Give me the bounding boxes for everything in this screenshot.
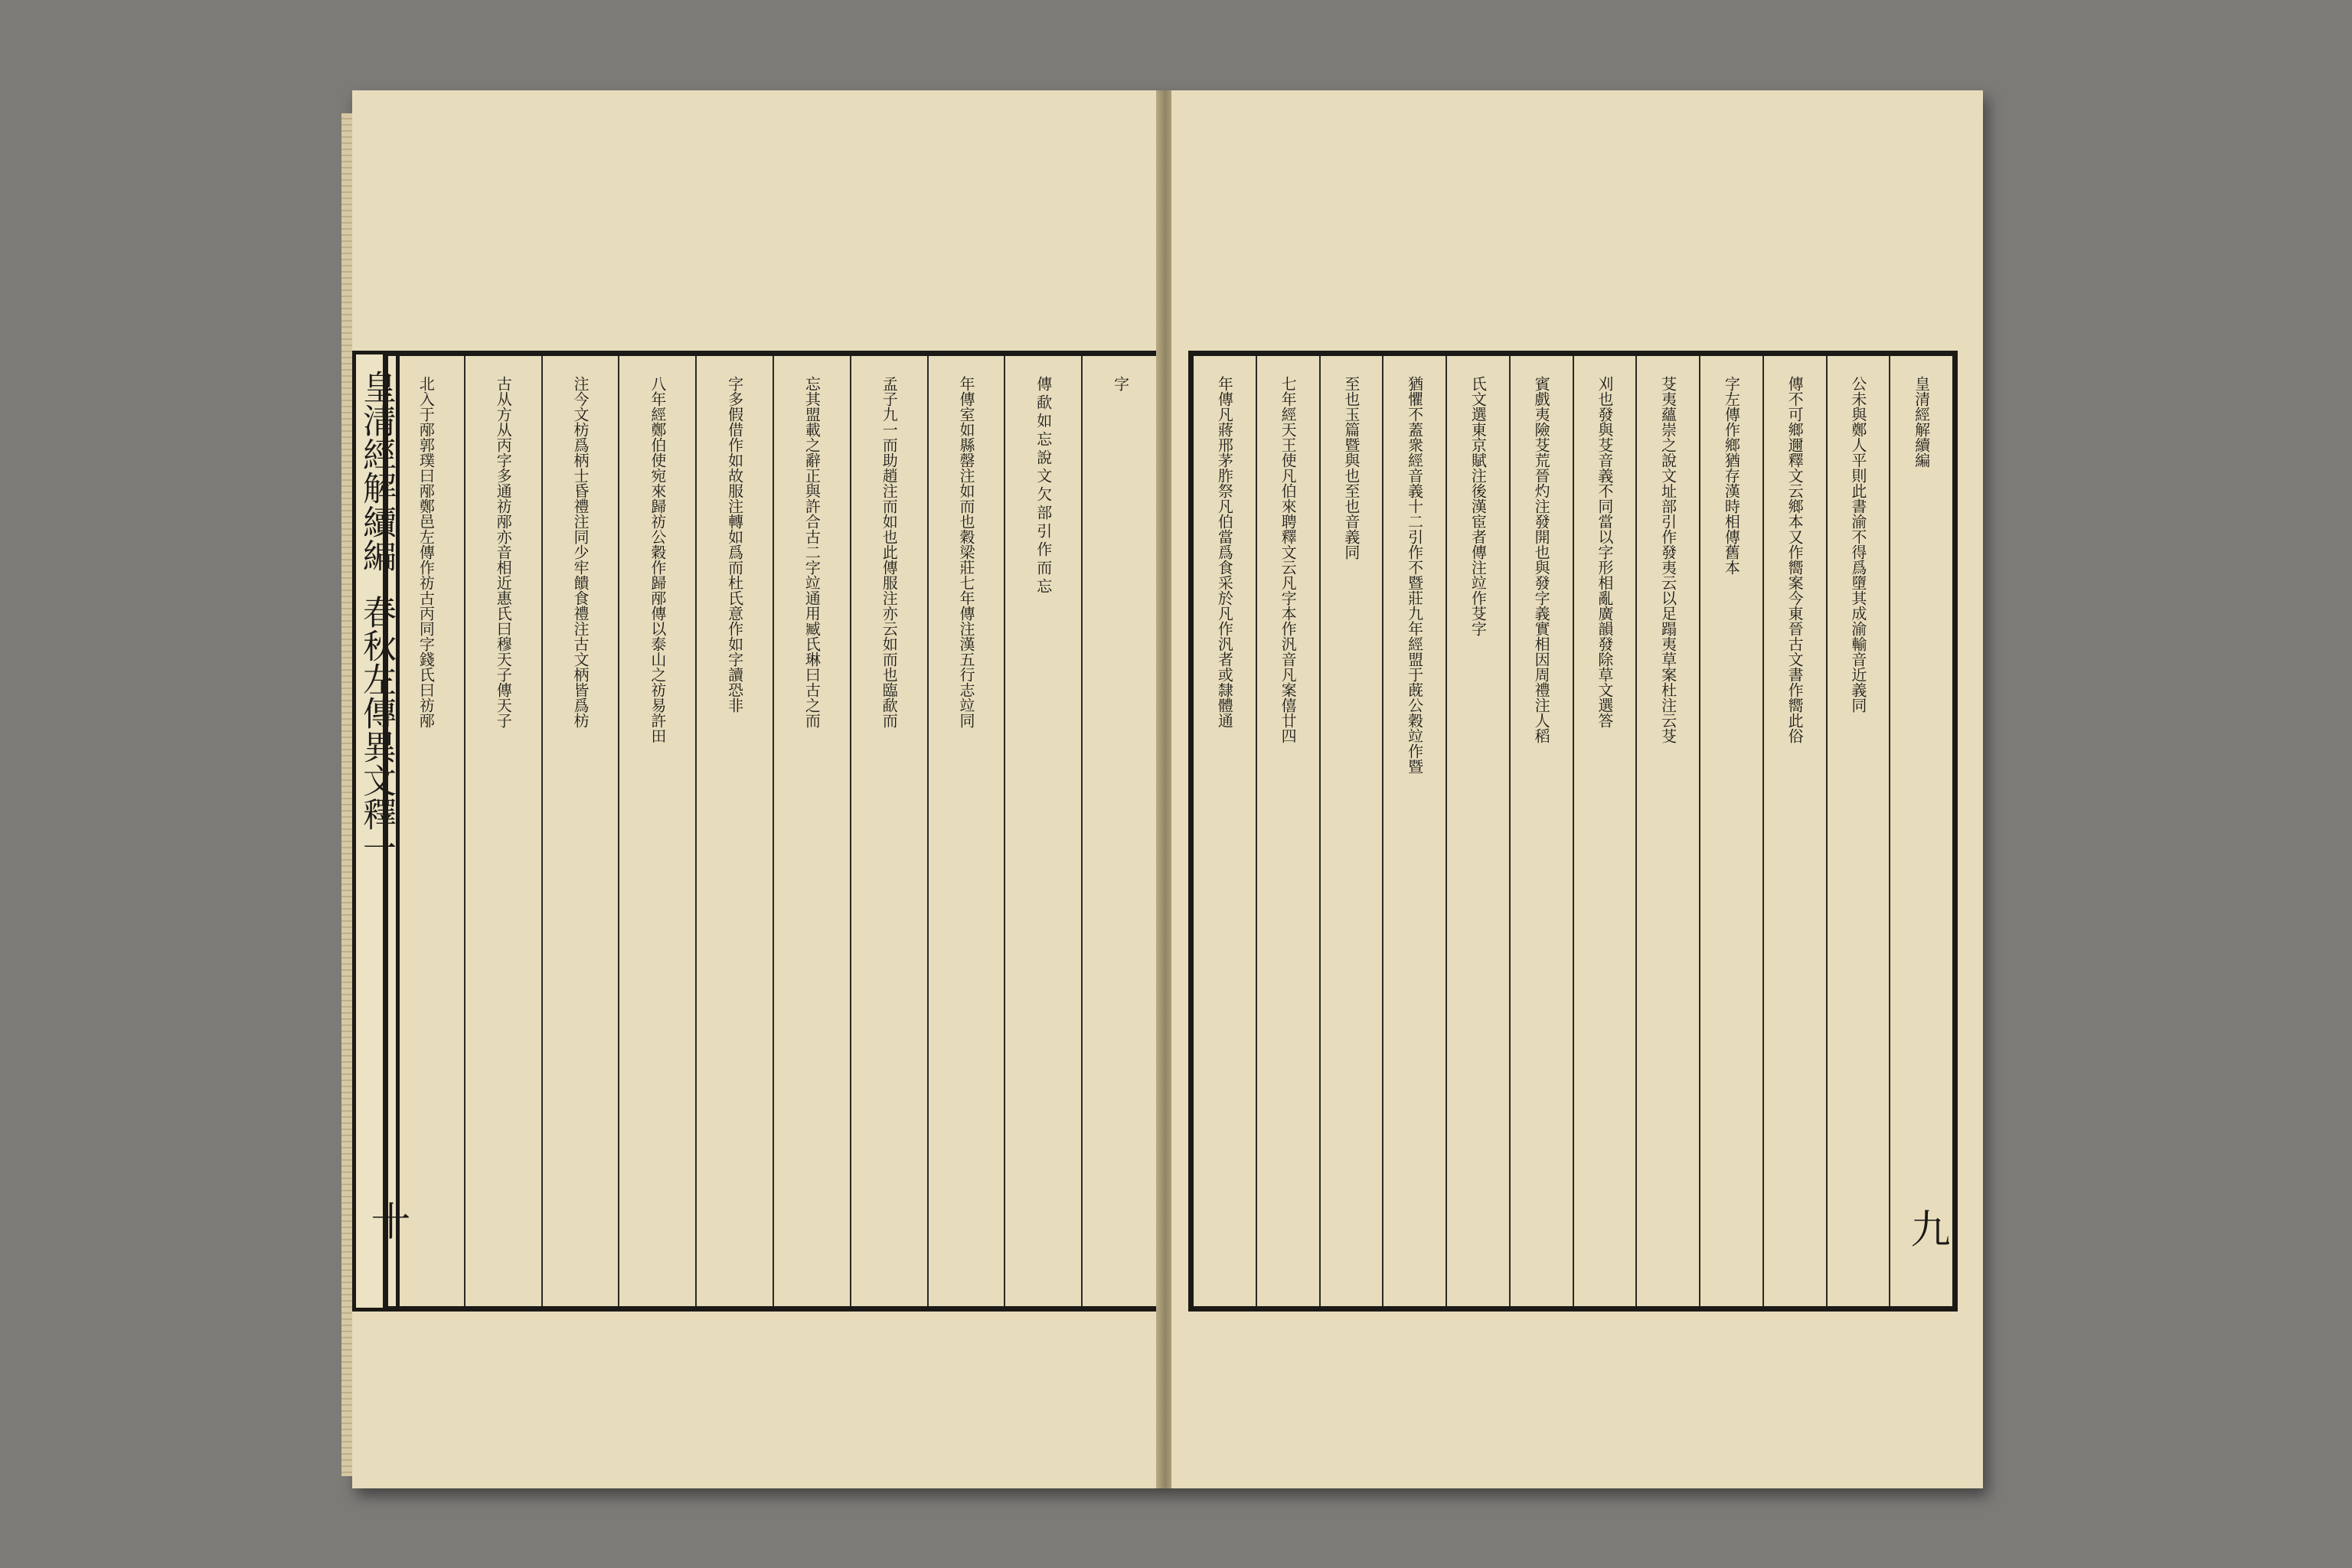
text-column xyxy=(1635,356,1699,1306)
text-column xyxy=(1382,356,1446,1306)
column-text: 七年經天王使凡伯來聘釋文云凡字本作汎音凡案僖廿四 xyxy=(1279,376,1298,743)
column-text: 傳不可鄉邇釋文云鄉本又作嚮案今東晉古文書作嚮此俗 xyxy=(1785,376,1805,743)
column-text: 賓戲夷險芟荒晉灼注發開也與發字義實相因周禮注人稻 xyxy=(1532,376,1551,743)
text-column xyxy=(1699,356,1762,1306)
right-page-number: 九 xyxy=(1903,1208,1949,1248)
folio-column xyxy=(1889,356,1952,1306)
right-page xyxy=(1171,90,1983,1488)
text-column xyxy=(1004,356,1081,1306)
folio-subtitle: 春秋左傳異文釋一 xyxy=(357,595,396,864)
column-text: 八年經鄭伯使宛來歸祊公穀作歸邴傳以泰山之祊易許田 xyxy=(648,376,667,743)
column-text: 傳歃如忘說文欠部引作而忘 xyxy=(1034,376,1053,596)
text-column xyxy=(695,356,773,1306)
text-column xyxy=(1446,356,1509,1306)
column-text: 刈也發與芟音義不同當以字形相亂廣韻發除草文選答 xyxy=(1595,376,1614,728)
column-text: 注今文枋爲柄士昏禮注同少牢饋食禮注古文柄皆爲枋 xyxy=(571,376,590,728)
column-text: 孟子九一而助趙注而如也此傳服注亦云如而也臨歃而 xyxy=(880,376,899,728)
text-column xyxy=(1826,356,1890,1306)
column-text: 忘其盟載之辭正與許合古二字竝通用臧氏琳曰古之而 xyxy=(802,376,822,728)
column-text: 字左傳作鄉猶存漢時相傳舊本 xyxy=(1722,376,1741,575)
column-text: 字 xyxy=(1111,376,1130,394)
text-column xyxy=(1573,356,1636,1306)
folio-title: 皇清經解續編 xyxy=(357,370,396,572)
text-column xyxy=(388,356,464,1306)
text-column xyxy=(1256,356,1319,1306)
text-column xyxy=(464,356,541,1306)
text-column xyxy=(618,356,695,1306)
text-column xyxy=(1194,356,1256,1306)
column-text: 猶懼不蓋衆經音義十二引作不暨莊九年經盟于蔇公穀竝作暨 xyxy=(1405,376,1424,774)
right-text-frame xyxy=(1188,351,1958,1312)
text-column xyxy=(1081,356,1158,1306)
column-text: 年傳室如縣罄注如而也穀梁莊七年傳注漢五行志竝同 xyxy=(957,376,975,728)
text-column xyxy=(1509,356,1573,1306)
text-column xyxy=(850,356,927,1306)
column-text: 古从方从丙字多通祊邴亦音相近惠氏曰穆天子傳天子 xyxy=(494,376,513,728)
text-column xyxy=(773,356,850,1306)
column-text: 氏文選東京賦注後漢宦者傳注竝作芟字 xyxy=(1468,376,1488,636)
column-text: 北入于邴郭璞曰邴鄭邑左傳作祊古丙同字錢氏曰祊邴 xyxy=(416,376,436,728)
column-text: 年傳凡蔣邢茅胙祭凡伯當爲食采於凡作汎者或隸體通 xyxy=(1215,376,1234,728)
column-text: 芟夷蘊崇之說文址部引作發夷云以足蹋夷草案杜注云芟 xyxy=(1658,376,1677,743)
column-text: 公未與鄭人平則此書渝不得爲墮其成渝輸音近義同 xyxy=(1848,376,1867,713)
left-page-number: 十 xyxy=(364,1200,410,1240)
folio-title: 皇清經解續編 xyxy=(1912,376,1931,468)
open-book xyxy=(352,90,1983,1488)
text-column xyxy=(927,356,1004,1306)
left-page xyxy=(352,90,1161,1488)
column-text: 至也玉篇暨與也至也音義同 xyxy=(1341,376,1361,560)
text-column xyxy=(1319,356,1383,1306)
column-text: 字多假借作如故服注轉如爲而杜氏意作如字讀恐非 xyxy=(725,376,744,713)
text-column xyxy=(1762,356,1826,1306)
left-text-frame xyxy=(383,351,1164,1312)
text-column xyxy=(541,356,619,1306)
